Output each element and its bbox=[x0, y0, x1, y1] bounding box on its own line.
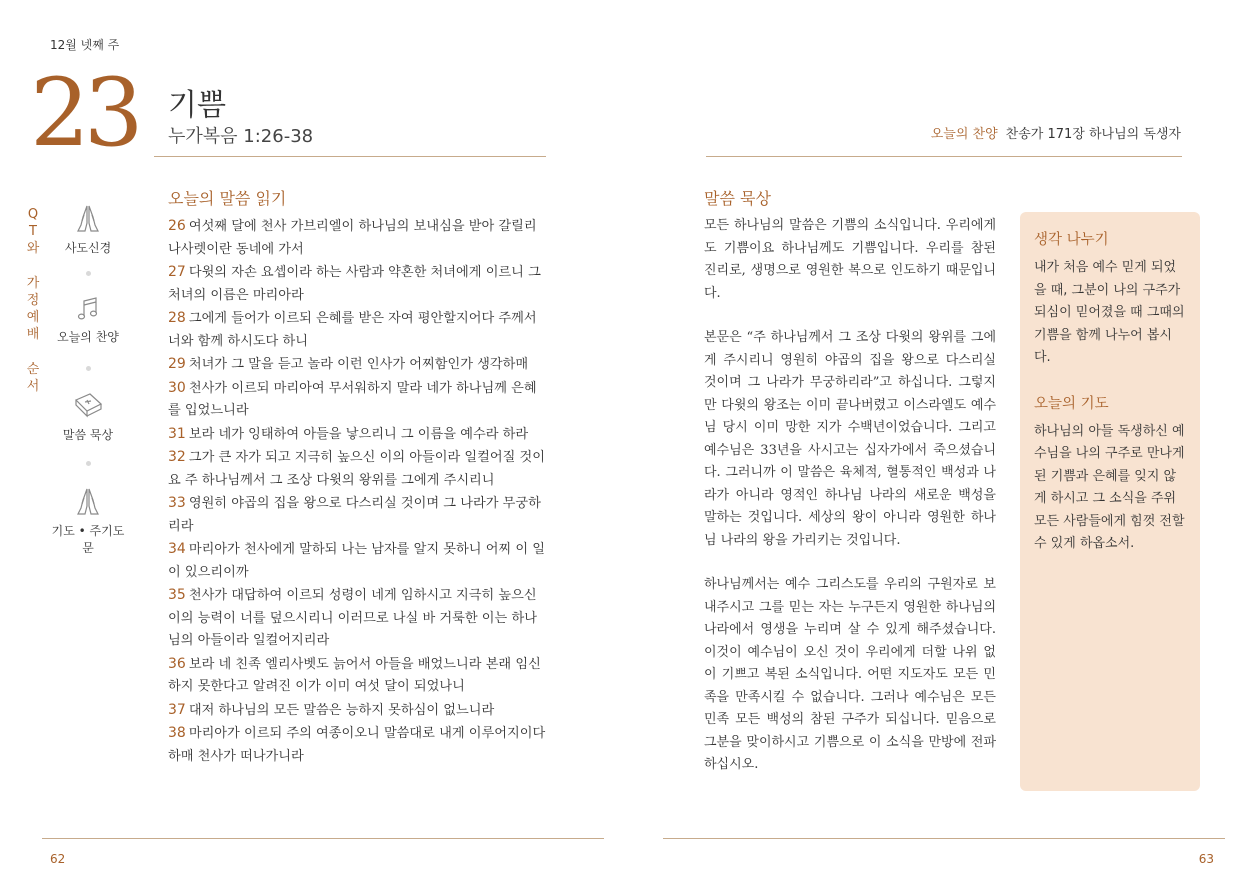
verse bbox=[168, 307, 548, 353]
sidebar-item-label: 기도 • 주기도문 bbox=[51, 524, 125, 555]
vertical-char: 예 bbox=[26, 310, 40, 325]
verse bbox=[168, 377, 548, 423]
verse-number: 33 bbox=[168, 495, 186, 511]
verse-number: 38 bbox=[168, 725, 186, 741]
verse-number: 30 bbox=[168, 379, 186, 396]
reflection-box bbox=[1020, 212, 1200, 791]
hymn-value: 찬송가 171장 하나님의 독생자 bbox=[1005, 127, 1181, 142]
praying-hands-icon bbox=[73, 203, 103, 235]
header-divider-left bbox=[154, 156, 546, 157]
vertical-section-label bbox=[26, 206, 40, 395]
separator-dot bbox=[86, 271, 91, 276]
verse-number: 26 bbox=[168, 218, 186, 234]
week-label: 12월 넷째 주 bbox=[50, 38, 120, 52]
page-number-right: 63 bbox=[1198, 852, 1214, 866]
hymn-label: 오늘의 찬양 bbox=[930, 127, 998, 142]
verse-number: 32 bbox=[168, 449, 186, 465]
footer-divider-right bbox=[663, 838, 1225, 839]
vertical-char: 서 bbox=[26, 379, 40, 394]
verse-text: 천사가 이르되 마리아여 무서워하지 말라 네가 하나님께 은혜를 입었느니라 bbox=[168, 380, 537, 418]
verse-text: 천사가 대답하여 이르되 성령이 네게 임하시고 지극히 높으신 이의 능력이 너를 덮으시리니 이러므로 나실 바 거룩한 이는 하나님의 아들이라 일컬어지리라 bbox=[168, 588, 537, 648]
vertical-char: Q bbox=[27, 207, 39, 222]
meditation-section bbox=[704, 186, 996, 799]
scripture-heading: 오늘의 말씀 읽기 bbox=[168, 189, 287, 208]
vertical-char: 배 bbox=[26, 327, 40, 342]
prayer-heading: 오늘의 기도 bbox=[1034, 395, 1109, 412]
scripture-reference: 누가복음 1:26-38 bbox=[168, 126, 314, 147]
separator-dot bbox=[86, 366, 91, 371]
footer-divider-left bbox=[42, 838, 604, 839]
scripture-section bbox=[168, 186, 548, 768]
verse-number: 37 bbox=[168, 701, 186, 718]
sidebar-item-hymn bbox=[50, 296, 126, 345]
meditation-paragraph: 하나님께서는 예수 그리스도를 우리의 구원자로 보내주시고 그를 믿는 자는 누구든지 영원한 하나님의 나라에서 영생을 누리며 살 수 있게 해주셨습니다. 이것이 예수님이 오신 것이 우리에게 더할 나위 없이 기쁘고 복된 소식입니다. 어떤 지도자도 모든 민족을 만족시킬 수 없습니다. 그러나 예수님은 모든 민족 모든 백성의 참된 구주가 되십니다. 믿음으로 그분을 맞이하시고 기쁨으로 이 소식을 만방에 전파하십시오. bbox=[704, 577, 996, 772]
verse-text: 보라 네 친족 엘리사벳도 늙어서 아들을 배었느니라 본래 임신하지 못한다고 알려진 이가 이미 여섯 달이 되었나니 bbox=[168, 656, 541, 694]
scripture-body bbox=[168, 215, 548, 768]
verse bbox=[168, 446, 548, 492]
verse bbox=[168, 699, 548, 723]
verse-number: 27 bbox=[168, 264, 186, 280]
verse-text: 그에게 들어가 이르되 은혜를 받은 자여 평안할지어다 주께서 너와 함께 하시도다 하니 bbox=[168, 311, 537, 349]
sidebar-item-creed bbox=[50, 203, 126, 256]
verse-text: 마리아가 이르되 주의 여종이오니 말씀대로 내게 이루어지이다 하매 천사가 떠나가니라 bbox=[168, 726, 546, 764]
header-divider-right bbox=[706, 156, 1182, 157]
meditation-body bbox=[704, 215, 996, 777]
verse bbox=[168, 653, 548, 699]
verse-number: 34 bbox=[168, 541, 186, 557]
sidebar-item-prayer bbox=[50, 486, 126, 556]
hymn-of-the-day bbox=[931, 123, 1181, 142]
meditation-paragraph: 본문은 “주 하나님께서 그 조상 다윗의 왕위를 그에게 주시리니 영원히 야곱의 집을 왕으로 다스리실 것이며 그 나라가 무궁하리라”고 하십니다. 그렇지만 다윗의 왕조는 이미 끝나버렸고 이스라엘도 예수님 당시 이미 망한 지가 수백년이었습니다. 그리고 예수님은 33년을 사시고는 십자가에서 죽으셨습니다. 그러니까 이 말씀은 육체적, 혈통적인 백성과 나라가 아니라 영적인 하나님 나라의 새로운 백성을 말하는 것입니다. 세상의 왕이 아니라 영원한 하나님 나라의 왕을 가리키는 것입니다. bbox=[704, 330, 996, 548]
verse bbox=[168, 492, 548, 538]
verse-text: 대저 하나님의 모든 말씀은 능하지 못하심이 없느니라 bbox=[188, 702, 495, 718]
vertical-char: 와 bbox=[26, 241, 40, 256]
vertical-char: T bbox=[29, 224, 37, 239]
meditation-paragraph: 모든 하나님의 말씀은 기쁨의 소식입니다. 우리에게도 기쁨이요 하나님께도 기쁨입니다. 우리를 참된 진리로, 생명으로 영원한 복으로 인도하기 때문입니다. bbox=[704, 218, 996, 301]
page-number-left: 62 bbox=[50, 852, 66, 866]
verse-number: 35 bbox=[168, 587, 186, 603]
verse-text: 여섯째 달에 천사 가브리엘이 하나님의 보내심을 받아 갈릴리 나사렛이란 동네에 가서 bbox=[168, 219, 537, 257]
verse-number: 28 bbox=[168, 310, 186, 326]
verse bbox=[168, 353, 548, 377]
day-number: 23 bbox=[30, 59, 138, 168]
music-note-icon bbox=[75, 296, 101, 324]
verse-text: 다윗의 자손 요셉이라 하는 사람과 약혼한 처녀에게 이르니 그 처녀의 이름은 마리아라 bbox=[168, 265, 541, 303]
share-heading: 생각 나누기 bbox=[1034, 232, 1109, 248]
verse-text: 그가 큰 자가 되고 지극히 높으신 이의 아들이라 일컬어질 것이요 주 하나님께서 그 조상 다윗의 왕위를 그에게 주시리니 bbox=[168, 450, 546, 488]
verse bbox=[168, 261, 548, 307]
verse-number: 29 bbox=[168, 356, 186, 372]
prayer-text: 하나님의 아들 독생하신 예수님을 나의 구주로 만나게 된 기쁨과 은혜를 잊지 않게 하시고 그 소식을 주위 모든 사람들에게 힘껏 전할 수 있게 하옵소서. bbox=[1034, 423, 1185, 551]
verse-text: 처녀가 그 말을 듣고 놀라 이런 인사가 어찌함인가 생각하매 bbox=[188, 357, 529, 372]
verse-text: 보라 네가 잉태하여 아들을 낳으리니 그 이름을 예수라 하라 bbox=[188, 426, 529, 442]
vertical-char: 가 bbox=[26, 276, 40, 291]
vertical-char: 순 bbox=[26, 362, 40, 377]
verse-number: 31 bbox=[168, 425, 186, 442]
share-text: 내가 처음 예수 믿게 되었을 때, 그분이 나의 구주가 되심이 믿어졌을 때 그때의 기쁨을 함께 나누어 봅시다. bbox=[1034, 260, 1185, 365]
page-title: 기쁨 bbox=[168, 88, 226, 123]
verse-number: 36 bbox=[168, 655, 186, 672]
bible-icon bbox=[72, 392, 104, 422]
sidebar-item-label: 사도신경 bbox=[64, 241, 112, 255]
sidebar-item-label: 오늘의 찬양 bbox=[57, 330, 119, 344]
vertical-char: 정 bbox=[26, 293, 40, 308]
verse bbox=[168, 538, 548, 584]
verse bbox=[168, 584, 548, 653]
verse-text: 마리아가 천사에게 말하되 나는 남자를 알지 못하니 어찌 이 일이 있으리이까 bbox=[168, 542, 546, 580]
sidebar-item-meditation bbox=[50, 392, 126, 443]
sidebar-item-label: 말씀 묵상 bbox=[62, 428, 114, 442]
verse-text: 영원히 야곱의 집을 왕으로 다스리실 것이며 그 나라가 무궁하리라 bbox=[168, 496, 541, 534]
verse bbox=[168, 722, 548, 768]
separator-dot bbox=[86, 461, 91, 466]
praying-hands-icon bbox=[73, 486, 103, 518]
verse bbox=[168, 423, 548, 447]
meditation-heading: 말씀 묵상 bbox=[704, 189, 771, 208]
verse bbox=[168, 215, 548, 261]
